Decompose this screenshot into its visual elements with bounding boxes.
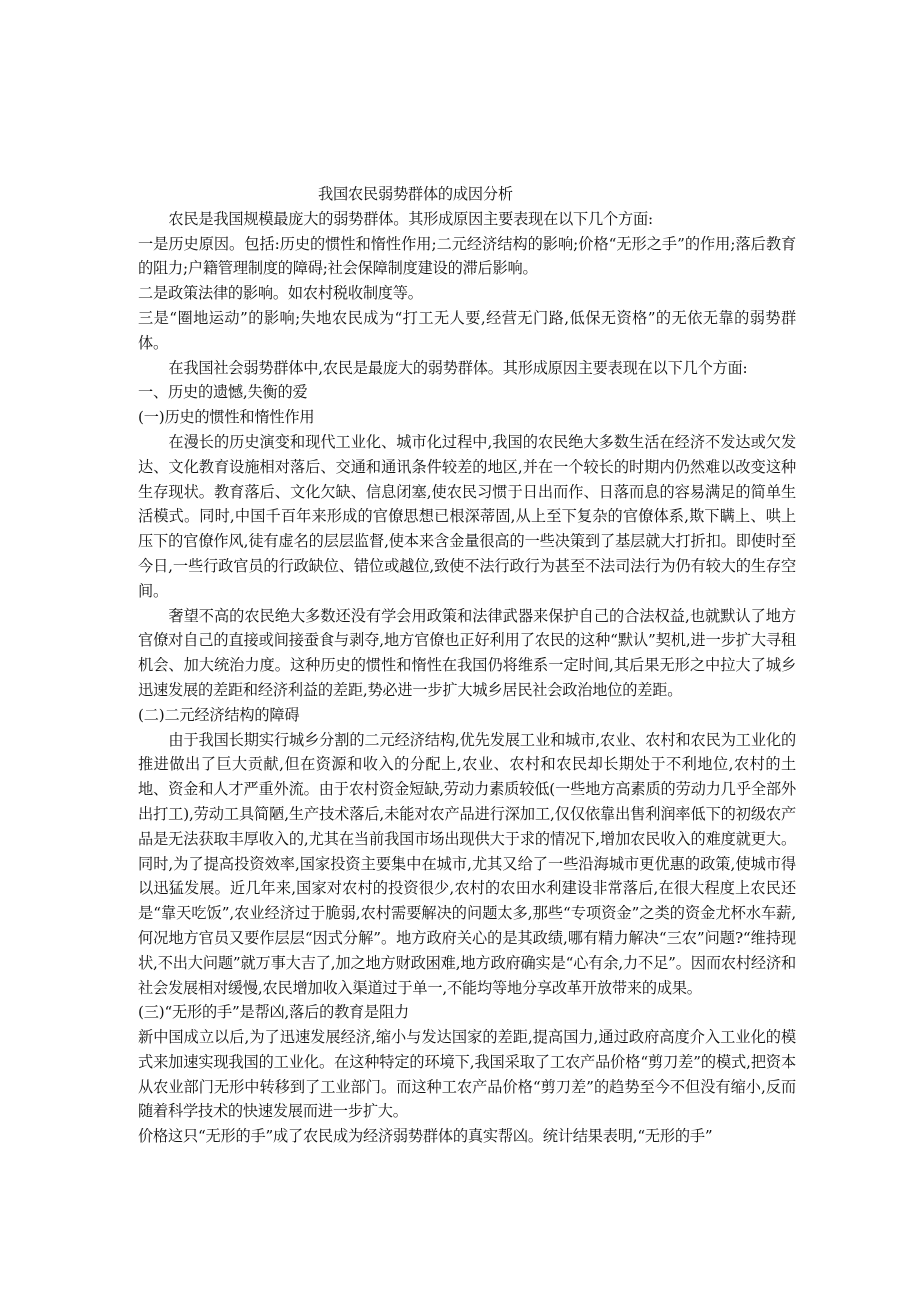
- reason-three: 三是“圈地运动”的影响;失地农民成为“打工无人要,经营无门路,低保无资格”的无依无靠的弱势群体。: [138, 308, 796, 352]
- subsection-heading-3: (三)“无形的手”是帮凶,落后的教育是阻力: [138, 1003, 410, 1022]
- body-paragraph: 价格这只“无形的手”成了农民成为经济弱势群体的真实帮凶。统计结果表明,“无形的手”: [138, 1127, 713, 1146]
- body-paragraph: 奢望不高的农民绝大多数还没有学会用政策和法律武器来保护自己的合法权益,也就默认了地方官僚对自己的直接或间接蚕食与剥夺,地方官僚也正好利用了农民的这种“默认”契机,进一步扩大寻租机会、加大统治力度。这种历史的惯性和惰性在我国仍将维系一定时间,其后果无形之中拉大了城乡迅速发展的差距和经济利益的差距,势必进一步扩大城乡居民社会政治地位的差距。: [138, 606, 796, 699]
- body-paragraph: 在我国社会弱势群体中,农民是最庞大的弱势群体。其形成原因主要表现在以下几个方面:: [168, 358, 748, 377]
- document-page: [138, 182, 796, 1149]
- subsection-heading-2: (二)二元经济结构的障碍: [138, 705, 300, 724]
- body-paragraph: 由于我国长期实行城乡分割的二元经济结构,优先发展工业和城市,农业、农村和农民为工业化的推进做出了巨大贡献,但在资源和收入的分配上,农业、农村和农民却长期处于不利地位,农村的土地、资金和人才严重外流。由于农村资金短缺,劳动力素质较低(一些地方高素质的劳动力几乎全部外出打工),劳动工具简陋,生产技术落后,未能对农产品进行深加工,仅仅依靠出售利润率低下的初级农产品是无法获取丰厚收入的,尤其在当前我国市场出现供大于求的情况下,增加农民收入的难度就更大。同时,为了提高投资效率,国家投资主要集中在城市,尤其又给了一些沿海城市更优惠的政策,使城市得以迅猛发展。近几年来,国家对农村的投资很少,农村的农田水利建设非常落后,在很大程度上农民还是“靠天吃饭”,农业经济过于脆弱,农村需要解决的问题太多,那些“专项资金”之类的资金尤杯水车薪,何况地方官员又要作层层“因式分解”。地方政府关心的是其政绩,哪有精力解决“三农”问题?“维持现状,不出大问题”就万事大吉了,加之地方财政困难,地方政府确实是“心有余,力不足”。因而农村经济和社会发展相对缓慢,农民增加收入渠道过于单一,不能均等地分享改革开放带来的成果。: [138, 730, 796, 997]
- intro-paragraph: 农民是我国规模最庞大的弱势群体。其形成原因主要表现在以下几个方面:: [168, 209, 653, 228]
- body-paragraph: 新中国成立以后,为了迅速发展经济,缩小与发达国家的差距,提高国力,通过政府高度介入工业化的模式来加速实现我国的工业化。在这种特定的环境下,我国采取了工农产品价格“剪刀差”的模式,把资本从农业部门无形中转移到了工业部门。而这种工农产品价格“剪刀差”的趋势至今不但没有缩小,反而随着科学技术的快速发展而进一步扩大。: [138, 1028, 796, 1121]
- body-paragraph: 在漫长的历史演变和现代工业化、城市化过程中,我国的农民绝大多数生活在经济不发达或欠发达、文化教育设施相对落后、交通和通讯条件较差的地区,并在一个较长的时期内仍然难以改变这种生存现状。教育落后、文化欠缺、信息闭塞,使农民习惯于日出而作、日落而息的容易满足的简单生活模式。同时,中国千百年来形成的官僚思想已根深蒂固,从上至下复杂的官僚体系,欺下瞒上、哄上压下的官僚作风,徒有虚名的层层监督,使本来含金量很高的一些决策到了基层就大打折扣。即使时至今日,一些行政官员的行政缺位、错位或越位,致使不法行政行为甚至不法司法行为仍有较大的生存空间。: [138, 432, 796, 600]
- subsection-heading-1: (一)历史的惯性和惰性作用: [138, 408, 315, 427]
- reason-one: 一是历史原因。包括:历史的惯性和惰性作用;二元经济结构的影响;价格“无形之手”的作用;落后教育的阻力;户籍管理制度的障碍;社会保障制度建设的滞后影响。: [138, 234, 796, 278]
- section-heading-1: 一、历史的遗憾,失衡的爱: [138, 383, 308, 402]
- document-title: 我国农民弱势群体的成因分析: [318, 185, 513, 203]
- reason-two: 二是政策法律的影响。如农村税收制度等。: [138, 284, 423, 303]
